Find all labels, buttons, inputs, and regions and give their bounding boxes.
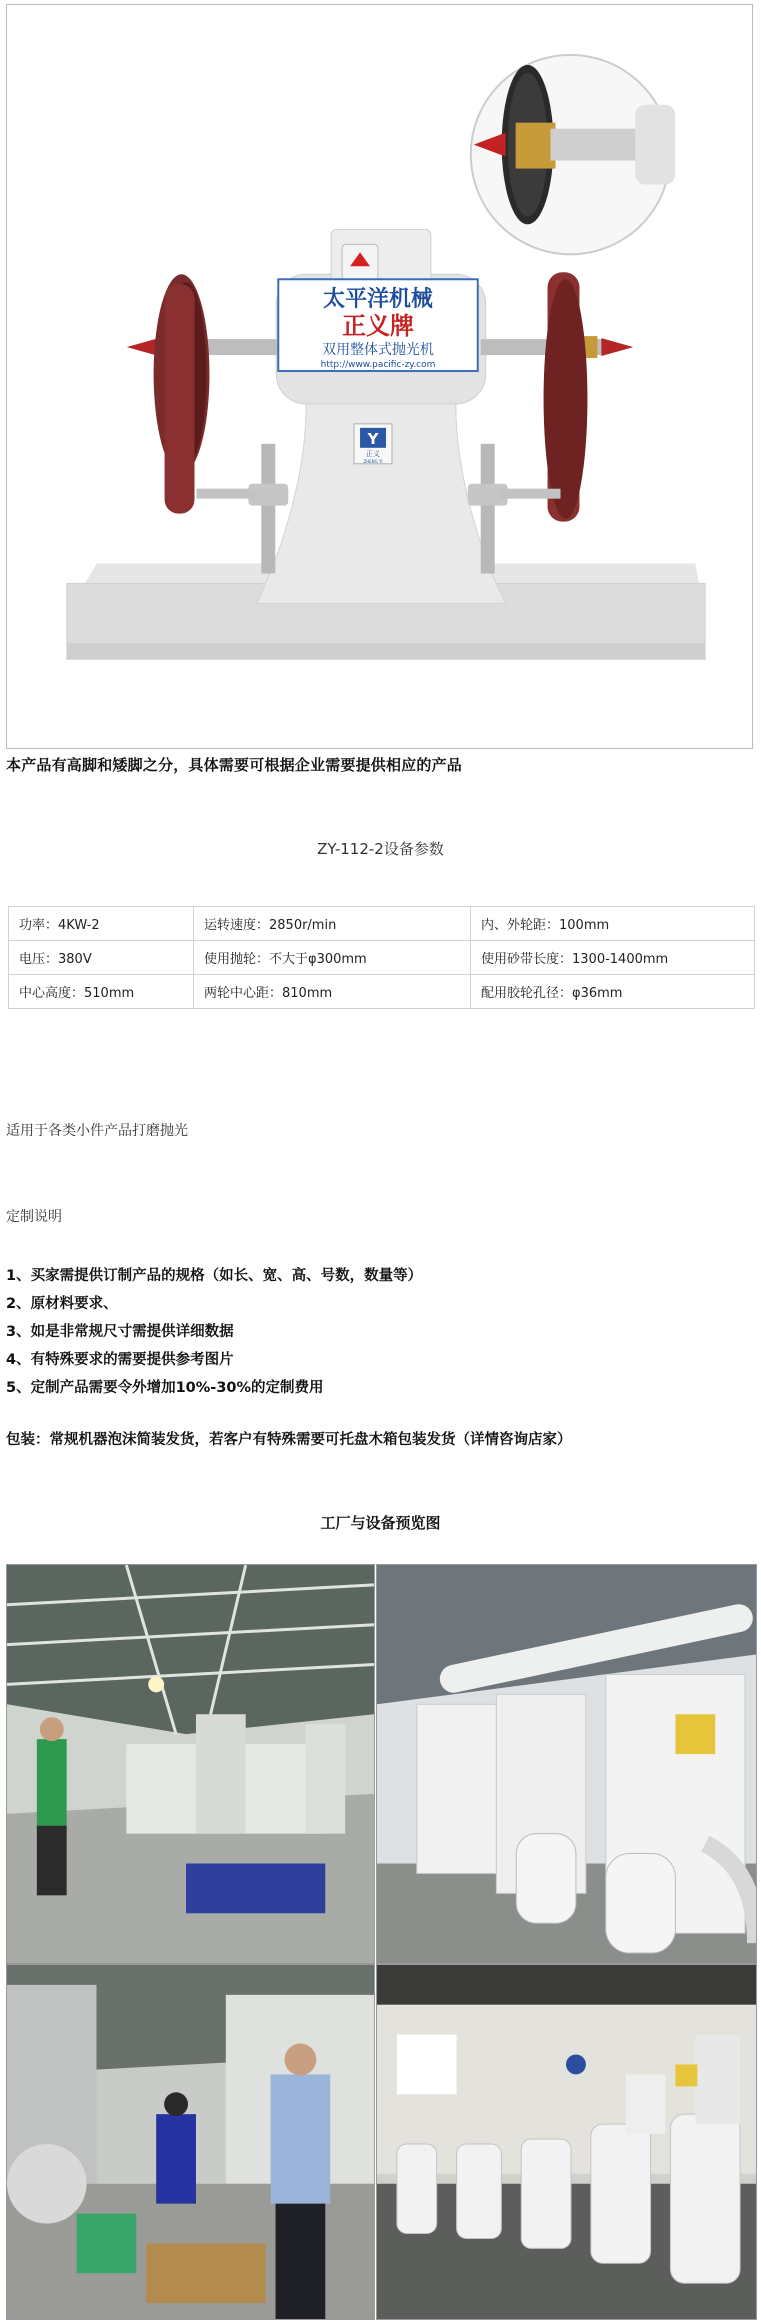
table-row — [9, 941, 755, 975]
table-row — [9, 907, 755, 941]
spec-cell: 电压：380V — [9, 941, 194, 975]
spec-cell: 配用胶轮孔径：φ36mm — [471, 975, 755, 1009]
factory-photo-workshop — [6, 1564, 375, 1964]
spec-cell: 使用抛轮：不大于φ300mm — [194, 941, 471, 975]
factory-photo-workers — [6, 1964, 375, 2320]
spec-cell: 两轮中心距：810mm — [194, 975, 471, 1009]
spec-cell: 功率：4KW-2 — [9, 907, 194, 941]
table-row — [9, 975, 755, 1009]
spec-cell: 运转速度：2850r/min — [194, 907, 471, 941]
logo-sub: ZHENG YI — [363, 458, 383, 464]
sign-line3: 双用整体式抛光机 — [322, 342, 434, 359]
logo-letter: Y — [367, 429, 379, 448]
usage-text: 适用于各类小件产品打磨抛光 — [6, 1123, 188, 1139]
factory-photo-line — [376, 1964, 757, 2320]
factory-photo-machines — [376, 1564, 757, 1964]
custom-list — [6, 1262, 756, 1402]
spec-cell: 使用砂带长度：1300-1400mm — [471, 941, 755, 975]
packing-text: 包装：常规机器泡沫简装发货，若客户有特殊需要可托盘木箱包装发货（详情咨询店家） — [6, 1432, 572, 1448]
spec-title: ZY-112-2设备参数 — [317, 840, 444, 858]
logo-text: 正义 — [366, 449, 380, 458]
list-item: 2、原材料要求、 — [6, 1296, 118, 1312]
list-item: 4、有特殊要求的需要提供参考图片 — [6, 1352, 234, 1368]
list-item: 5、定制产品需要令外增加10%-30%的定制费用 — [6, 1380, 324, 1396]
list-item: 1、买家需提供订制产品的规格（如长、宽、高、号数，数量等） — [6, 1268, 423, 1284]
spec-table — [8, 906, 755, 1009]
sign-url: http://www.pacific-zy.com — [320, 360, 436, 371]
product-image — [6, 4, 753, 749]
sign-line2: 正义牌 — [342, 312, 414, 341]
gallery-title: 工厂与设备预览图 — [320, 1514, 441, 1532]
intro-text: 本产品有高脚和矮脚之分，具体需要可根据企业需要提供相应的产品 — [6, 756, 463, 774]
spec-cell: 中心高度：510mm — [9, 975, 194, 1009]
spec-cell: 内、外轮距：100mm — [471, 907, 755, 941]
custom-title: 定制说明 — [6, 1209, 62, 1225]
list-item: 3、如是非常规尺寸需提供详细数据 — [6, 1324, 234, 1340]
sign-line1: 太平洋机械 — [323, 286, 433, 313]
